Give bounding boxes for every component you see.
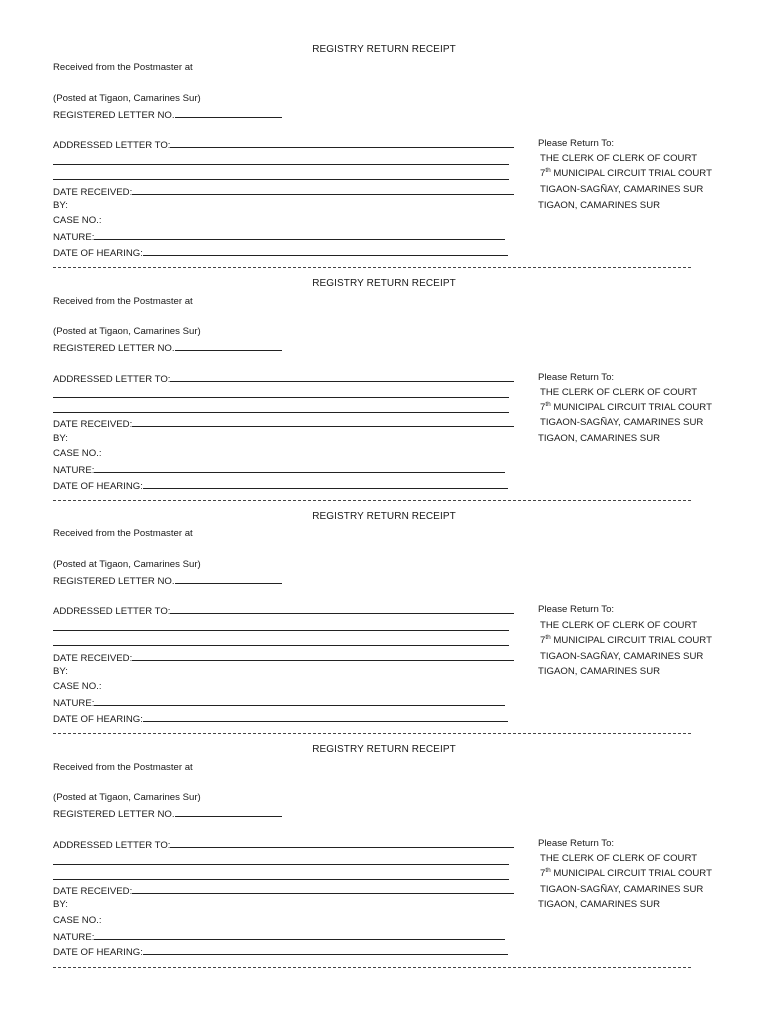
address-line-3[interactable]: [53, 179, 509, 180]
return-to-line2: [540, 402, 712, 414]
date-received-blank[interactable]: [132, 185, 514, 195]
return-to-line3: TIGAON-SAGÑAY, CAMARINES SUR: [540, 417, 704, 428]
court-ordinal-suffix: th: [545, 401, 551, 408]
return-to-line2: [540, 635, 712, 647]
addressed-to-field[interactable]: [53, 838, 514, 852]
date-received-label: DATE RECEIVED:: [53, 187, 133, 198]
date-received-field[interactable]: [53, 417, 514, 431]
registered-letter-field[interactable]: [53, 341, 282, 355]
by-label: BY:: [53, 899, 68, 910]
return-to-heading: Please Return To:: [538, 604, 615, 615]
posted-at-text: (Posted at Tigaon, Camarines Sur): [53, 559, 201, 570]
court-ordinal-suffix: th: [545, 634, 551, 641]
by-label: BY:: [53, 433, 68, 444]
posted-at-text: (Posted at Tigaon, Camarines Sur): [53, 792, 201, 803]
date-received-blank[interactable]: [132, 651, 514, 661]
received-from-text: Received from the Postmaster at: [53, 296, 193, 307]
nature-label: NATURE:: [53, 932, 95, 943]
address-line-2[interactable]: [53, 864, 509, 865]
registry-return-receipt: [0, 234, 768, 492]
return-to-line4: TIGAON, CAMARINES SUR: [538, 433, 661, 444]
return-to-line4: TIGAON, CAMARINES SUR: [538, 899, 661, 910]
addressed-to-blank[interactable]: [170, 604, 514, 614]
registered-letter-field[interactable]: [53, 108, 282, 122]
address-line-2[interactable]: [53, 630, 509, 631]
date-received-label: DATE RECEIVED:: [53, 653, 133, 664]
addressed-to-label: ADDRESSED LETTER TO:: [53, 606, 171, 617]
date-received-label: DATE RECEIVED:: [53, 886, 133, 897]
registry-return-receipt: [0, 467, 768, 725]
return-to-line1: THE CLERK OF CLERK OF COURT: [540, 620, 698, 631]
posted-at-text: (Posted at Tigaon, Camarines Sur): [53, 326, 201, 337]
receipt-title: REGISTRY RETURN RECEIPT: [312, 744, 456, 755]
return-to-line1: THE CLERK OF CLERK OF COURT: [540, 153, 698, 164]
date-of-hearing-label: DATE OF HEARING:: [53, 481, 143, 492]
addressed-to-blank[interactable]: [170, 138, 514, 148]
court-name: MUNICIPAL CIRCUIT TRIAL COURT: [550, 868, 712, 879]
addressed-to-blank[interactable]: [170, 838, 514, 848]
by-label: BY:: [53, 200, 68, 211]
registered-letter-field[interactable]: [53, 807, 282, 821]
case-no-label: CASE NO.:: [53, 681, 102, 692]
court-ordinal-suffix: th: [545, 167, 551, 174]
date-received-field[interactable]: [53, 651, 514, 665]
received-from-text: Received from the Postmaster at: [53, 762, 193, 773]
date-received-field[interactable]: [53, 185, 514, 199]
court-ordinal: 7: [540, 635, 546, 646]
cut-line-separator: [53, 967, 691, 968]
date-received-field[interactable]: [53, 884, 514, 898]
return-to-line3: TIGAON-SAGÑAY, CAMARINES SUR: [540, 884, 704, 895]
received-from-text: Received from the Postmaster at: [53, 62, 193, 73]
registered-letter-label: REGISTERED LETTER NO.: [53, 343, 175, 354]
address-line-2[interactable]: [53, 397, 509, 398]
address-line-2[interactable]: [53, 164, 509, 165]
registered-letter-label: REGISTERED LETTER NO.: [53, 576, 175, 587]
nature-field[interactable]: [53, 930, 505, 944]
address-line-3[interactable]: [53, 645, 509, 646]
address-line-3[interactable]: [53, 879, 509, 880]
address-line-3[interactable]: [53, 412, 509, 413]
return-to-line4: TIGAON, CAMARINES SUR: [538, 666, 661, 677]
court-ordinal: 7: [540, 402, 546, 413]
receipt-title: REGISTRY RETURN RECEIPT: [312, 44, 456, 55]
date-received-label: DATE RECEIVED:: [53, 419, 133, 430]
court-name: MUNICIPAL CIRCUIT TRIAL COURT: [550, 635, 712, 646]
receipt-title: REGISTRY RETURN RECEIPT: [312, 278, 456, 289]
return-to-line3: TIGAON-SAGÑAY, CAMARINES SUR: [540, 651, 704, 662]
date-received-blank[interactable]: [132, 417, 514, 427]
date-of-hearing-label: DATE OF HEARING:: [53, 714, 143, 725]
registered-letter-blank[interactable]: [175, 574, 282, 584]
addressed-to-field[interactable]: [53, 372, 514, 386]
nature-label: NATURE:: [53, 465, 95, 476]
date-of-hearing-field[interactable]: [53, 945, 508, 959]
registered-letter-blank[interactable]: [175, 341, 282, 351]
return-to-heading: Please Return To:: [538, 138, 615, 149]
court-name: MUNICIPAL CIRCUIT TRIAL COURT: [550, 168, 712, 179]
registered-letter-blank[interactable]: [175, 807, 282, 817]
posted-at-text: (Posted at Tigaon, Camarines Sur): [53, 93, 201, 104]
registered-letter-blank[interactable]: [175, 108, 282, 118]
return-to-heading: Please Return To:: [538, 838, 615, 849]
return-to-line4: TIGAON, CAMARINES SUR: [538, 200, 661, 211]
case-no-label: CASE NO.:: [53, 448, 102, 459]
return-to-line3: TIGAON-SAGÑAY, CAMARINES SUR: [540, 184, 704, 195]
court-ordinal: 7: [540, 168, 546, 179]
addressed-to-field[interactable]: [53, 604, 514, 618]
return-to-line1: THE CLERK OF CLERK OF COURT: [540, 853, 698, 864]
date-of-hearing-blank[interactable]: [143, 945, 508, 955]
registered-letter-field[interactable]: [53, 574, 282, 588]
addressed-to-label: ADDRESSED LETTER TO:: [53, 374, 171, 385]
addressed-to-label: ADDRESSED LETTER TO:: [53, 140, 171, 151]
registry-return-receipt: [0, 700, 768, 958]
court-ordinal: 7: [540, 868, 546, 879]
nature-blank[interactable]: [94, 930, 505, 940]
date-of-hearing-label: DATE OF HEARING:: [53, 947, 143, 958]
receipt-title: REGISTRY RETURN RECEIPT: [312, 511, 456, 522]
addressed-to-blank[interactable]: [170, 372, 514, 382]
registry-return-receipt: [0, 0, 768, 259]
court-ordinal-suffix: th: [545, 867, 551, 874]
nature-label: NATURE:: [53, 232, 95, 243]
date-received-blank[interactable]: [132, 884, 514, 894]
case-no-label: CASE NO.:: [53, 215, 102, 226]
addressed-to-label: ADDRESSED LETTER TO:: [53, 840, 171, 851]
registered-letter-label: REGISTERED LETTER NO.: [53, 809, 175, 820]
date-of-hearing-label: DATE OF HEARING:: [53, 248, 143, 259]
nature-label: NATURE:: [53, 698, 95, 709]
return-to-line1: THE CLERK OF CLERK OF COURT: [540, 387, 698, 398]
return-to-line2: [540, 168, 712, 180]
registered-letter-label: REGISTERED LETTER NO.: [53, 110, 175, 121]
case-no-label: CASE NO.:: [53, 915, 102, 926]
addressed-to-field[interactable]: [53, 138, 514, 152]
court-name: MUNICIPAL CIRCUIT TRIAL COURT: [550, 402, 712, 413]
return-to-heading: Please Return To:: [538, 372, 615, 383]
return-to-line2: [540, 868, 712, 880]
by-label: BY:: [53, 666, 68, 677]
received-from-text: Received from the Postmaster at: [53, 528, 193, 539]
